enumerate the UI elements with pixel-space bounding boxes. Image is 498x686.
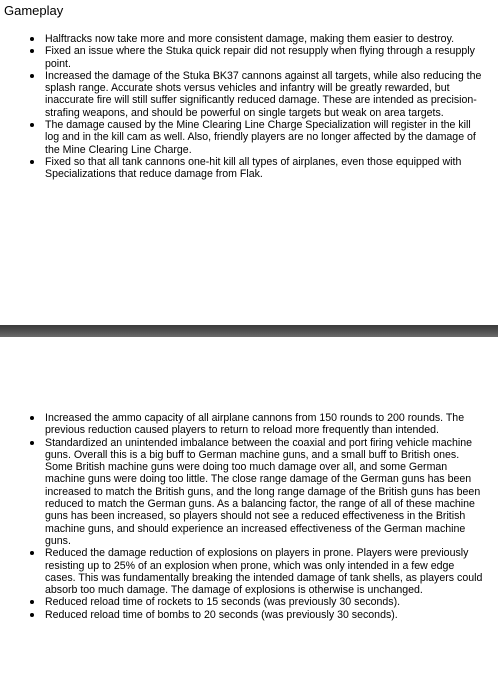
bullet-icon	[30, 160, 34, 164]
bullet-icon	[30, 551, 34, 555]
list-item-text: Increased the damage of the Stuka BK37 cannons against all targets, while also reducing the splash range. Accurate shots versus vehicles and infantry will be greatly rewarded, but inaccurate fire will still suffer significantly reduced damage. These are intended as precision-strafing weapons, and should be powerful on single targets but weak on area targets.	[45, 69, 482, 119]
bullet-icon	[30, 600, 34, 604]
bullet-list-bottom	[0, 412, 498, 621]
list-item-text: Increased the ammo capacity of all airplane cannons from 150 rounds to 200 rounds. The previous reduction caused players to return to reload more frequently than intended.	[45, 412, 465, 437]
list-item-text: Reduced the damage reduction of explosions on players in prone. Players were previously resisting up to 25% of an explosion when prone, which was only intended in a few edge cases. This was fundamentally breaking the intended damage of tank shells, as players could absorb too much damage. The damage of explosions is otherwise is unchanged.	[45, 547, 483, 597]
section-heading: Gameplay	[4, 3, 64, 18]
bullet-icon	[30, 416, 34, 420]
list-item	[0, 437, 498, 548]
list-item-text: Fixed an issue where the Stuka quick repair did not resupply when flying through a resupply point.	[45, 45, 475, 70]
list-item-text: Standardized an unintended imbalance between the coaxial and port firing vehicle machine guns. Overall this is a big buff to German machine guns, and a small buff to British ones. Some British machine guns were doing too much damage over all, and some German machine guns were doing too little. The close range damage of the German guns has been increased to match the British guns, and the long range damage of the British guns has been reduced to match the German guns. As a balancing factor, the range of all of these machine guns has been increased, so players should not see a reduced effectiveness in the British machine guns, and should experience an increased effectiveness of the German machine guns.	[45, 436, 481, 547]
bullet-icon	[30, 49, 34, 53]
list-item-text: Reduced reload time of bombs to 20 seconds (was previously 30 seconds).	[45, 608, 398, 621]
list-item	[0, 33, 498, 45]
list-item	[0, 596, 498, 608]
bullet-list-top	[0, 33, 498, 181]
list-item	[0, 609, 498, 621]
bullet-icon	[30, 441, 34, 445]
bullet-icon	[30, 37, 34, 41]
list-item	[0, 70, 498, 119]
list-item-text: Reduced reload time of rockets to 15 seconds (was previously 30 seconds).	[45, 596, 401, 609]
bullet-icon	[30, 123, 34, 127]
list-item	[0, 156, 498, 181]
list-item-text: The damage caused by the Mine Clearing Line Charge Specialization will register in the kill log and in the kill cam as well. Also, friendly players are no longer affected by the damage of the Mine Clearing Line Charge.	[45, 119, 476, 156]
list-item	[0, 119, 498, 156]
bullet-icon	[30, 74, 34, 78]
document-page-top	[0, 0, 498, 325]
list-item-text: Halftracks now take more and more consistent damage, making them easier to destroy.	[45, 33, 455, 45]
document-page-bottom	[0, 337, 498, 686]
list-item	[0, 412, 498, 437]
list-item-text: Fixed so that all tank cannons one-hit kill all types of airplanes, even those equipped with Specializations that reduce damage from Flak.	[45, 155, 462, 181]
page-divider	[0, 325, 498, 337]
list-item	[0, 547, 498, 596]
bullet-icon	[30, 613, 34, 617]
list-item	[0, 45, 498, 70]
